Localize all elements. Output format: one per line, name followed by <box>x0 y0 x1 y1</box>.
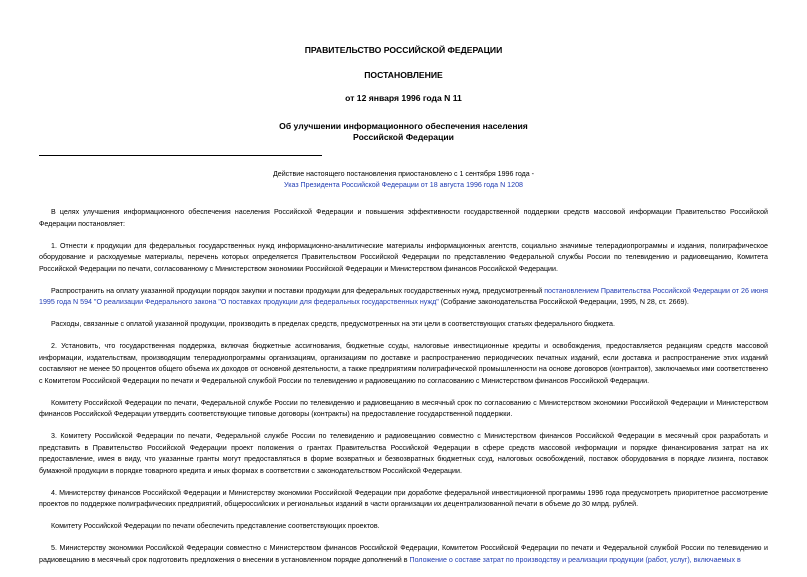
paragraph-4: 4. Министерству финансов Российской Федерации и Министерству экономики Российской Федерации при доработке федеральной инвестиционной программы 1996 года предусмотреть приоритетное рассмотрение проектов по поддержке полиграфических предприятий, общероссийских и региональных изданий в части организации их децентрализованной печати в объеме до 30 млрд. рублей. <box>39 488 768 508</box>
paragraph-text: (Собрание законодательства Российской Федерации, 1995, N 28, ст. 2669). <box>438 298 689 306</box>
document-title-line1: Об улучшении информационного обеспечения населения <box>279 121 528 131</box>
paragraph-1-procurement <box>39 286 768 309</box>
document-date: от 12 января 1996 года N 11 <box>345 93 462 103</box>
document-body <box>39 207 768 577</box>
paragraph-2-contracts: Комитету Российской Федерации по печати, Федеральной службе России по телевидению и радиовещанию в месячный срок по согласованию с Министерством экономики Российской Федерации и Министерством финансов Российской Федерации утвердить соответствующие типовые договоры (контракты) на предоставление государственной поддержки. <box>39 398 768 418</box>
paragraph-1: 1. Отнести к продукции для федеральных государственных нужд информационно-аналитические материалы информационных агентств, социально значимые телерадиопрограммы и издания, полиграфическое оборудование и расходуемые материалы, перечень которых определяется Правительством Российской Федерации по представлению Федеральной службы России по телевидению и радиовещанию, Комитета Российской Федерации по печати, согласованному с Министерством экономики Российской Федерации и Министерством финансов Российской Федерации. <box>39 241 768 273</box>
validity-note: Действие настоящего постановления приостановлено с 1 сентября 1996 года - <box>272 170 535 178</box>
paragraph-4-projects: Комитету Российской Федерации по печати обеспечить представление соответствующих проектов. <box>51 522 380 530</box>
paragraph-preamble: В целях улучшения информационного обеспечения населения Российской Федерации и повышения эффективности государственной поддержки средств массовой информации Правительство Российской Федерации постановляет: <box>39 208 768 228</box>
document-title-line2: Российской Федерации <box>353 132 454 142</box>
paragraph-2: 2. Установить, что государственная поддержка, включая бюджетные ассигнования, бюджетные ссуды, налоговые инвестиционные кредиты и освобождения, предоставляется редакциям средств массовой информации, издательствам, производящим телерадиопрограммы организациям, организациям по доставке и распространению периодических печатных изданий, если доставка и распространение этих изданий составляют не менее 50 процентов общего объема их доходов от основной деятельности, а также предприятиям полиграфической промышленности на основе договоров (контрактов), заключаемых ими соответственно с Комитетом Российской Федерации по печати и Федеральной службой России по телевидению и радиовещанию по согласованию с Министерством финансов Российской Федерации. <box>39 342 768 385</box>
paragraph-text: 5. Министерству экономики Российской Федерации совместно с Министерством финансов Российской Федерации, Комитетом Российской Федерации по печати и Федеральной службой России по телевидению и радиовещанию в месячный срок подготовить предложения о внесении в установленном порядке дополнений в <box>39 544 768 564</box>
paragraph-1-expenses: Расходы, связанные с оплатой указанной продукции, производить в пределах средств, предусмотренных на эти цели в соответствующих статьях федерального бюджета. <box>51 320 615 328</box>
government-name: ПРАВИТЕЛЬСТВО РОССИЙСКОЙ ФЕДЕРАЦИИ <box>304 45 503 55</box>
validity-link[interactable]: Указ Президента Российской Федерации от 18 августа 1996 года N 1208 <box>284 181 523 189</box>
cost-composition-link[interactable]: Положение о составе затрат по производству и реализации продукции (работ, услуг), включаемых в <box>409 555 741 564</box>
document-type: ПОСТАНОВЛЕНИЕ <box>364 70 443 80</box>
header-divider <box>39 155 322 156</box>
paragraph-5 <box>39 543 768 566</box>
paragraph-text: Распространить на оплату указанной продукции порядок закупки и поставки продукции для федеральных государственных нужд, предусмотренный <box>51 286 545 295</box>
paragraph-3: 3. Комитету Российской Федерации по печати, Федеральной службе России по телевидению и радиовещанию совместно с Министерством финансов Российской Федерации в месячный срок разработать и представить в Правительство Российской Федерации проект положения о грантах Правительства Российской Федерации в сфере средств массовой информации и порядке финансирования затрат на их предоставление, имея в виду, что указанные гранты могут предоставляться в форме возвратных и безвозвратных бюджетных ссуд, налоговых освобождений, поставок оборудования в порядке лизинга, поставок бумажной продукции в порядке товарного кредита и иных формах в соответствии с законодательством Российской Федерации. <box>39 432 768 475</box>
resolution-594-link[interactable]: постановлением Правительства Российской Федерации от 26 июня 1995 года N 594 "О реализации Федерального закона "О поставках продукции для федеральных государственных нужд" <box>39 286 769 306</box>
